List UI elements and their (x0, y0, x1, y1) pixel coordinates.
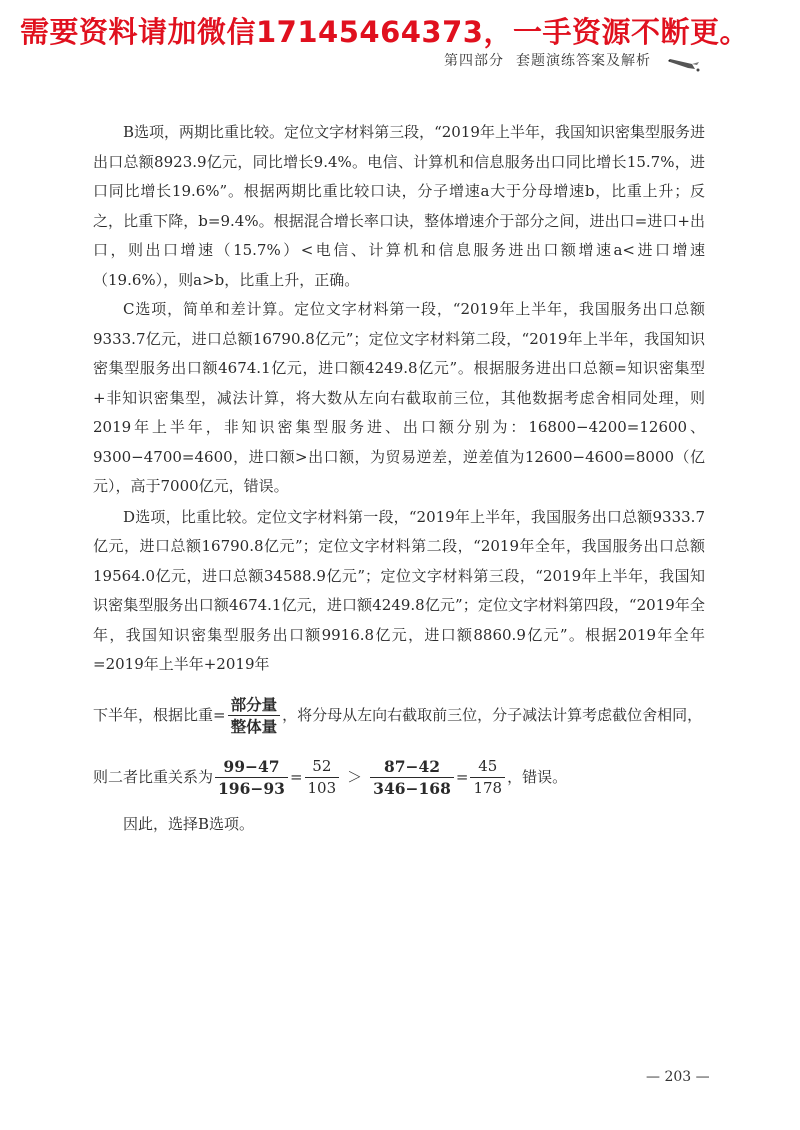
fraction-numerator: 87−42 (370, 757, 454, 778)
header-part: 第四部分 (444, 53, 504, 69)
option-c-analysis: C选项，简单和差计算。定位文字材料第一段，“2019年上半年，我国服务出口总额9333.7亿元，进口总额16790.8亿元”；定位文字材料第二段，“2019年上半年，我国知识密集型服务出口额4674.1亿元，进口额4249.8亿元”。根据服务进出口总额=知识密集型+非知识密集型，减法计算，将大数从左向右截取前三位，其他数据考虑舍相同处理，则2019年上半年，非知识密集型服务进、出口额分别为：16800−4200=12600、9300−4700=4600，进口额>出口额，为贸易逆差，逆差值为12600−4600=8000（亿元），高于7000亿元，错误。 (93, 300, 705, 495)
proportion-formula-line (93, 690, 705, 740)
greater-than-sign: ＞ (347, 767, 363, 786)
comparison-intro-text: 则二者比重关系为 (93, 767, 214, 786)
fraction-first-expr (215, 757, 288, 798)
header-title: 套题演练答案及解析 (516, 53, 651, 69)
formula-intro-text: 下半年，根据比重= (93, 705, 226, 724)
option-d-analysis: D选项，比重比较。定位文字材料第一段，“2019年上半年，我国服务出口总额9333.7亿元，进口总额16790.8亿元”；定位文字材料第二段，“2019年全年，我国服务出口总额19564.0亿元，进口总额34588.9亿元”；定位文字材料第三段，“2019年上半年，我国知识密集型服务出口额4674.1亿元，进口额4249.8亿元”；定位文字材料第四段，“2019年全年，我国知识密集型服务出口额9916.8亿元，进口额8860.9亿元”。根据2019年全年=2019年上半年+2019年 (93, 507, 705, 673)
comparison-result-text: ，错误。 (507, 767, 568, 786)
page-header (444, 50, 651, 70)
fraction-second-expr (370, 757, 454, 798)
page-number: — 203 — (646, 1069, 710, 1085)
fraction-second-value (470, 757, 505, 798)
watermark-banner: 需要资料请加微信17145464373，一手资源不断更。 (20, 15, 749, 49)
fraction-denominator: 346−168 (373, 779, 451, 798)
comparison-formula-line (93, 754, 705, 800)
pencil-icon (668, 50, 702, 72)
formula-followup-text: ，将分母从左向右截取前三位，分子减法计算考虑截位舍相同， (282, 705, 703, 724)
fraction-numerator: 99−47 (215, 757, 288, 778)
proportion-fraction (228, 695, 281, 736)
fraction-denominator: 整体量 (230, 717, 278, 736)
answer-explanation (93, 118, 705, 839)
fraction-denominator: 196−93 (218, 779, 285, 798)
equals-sign: = (455, 767, 469, 786)
fraction-numerator: 52 (305, 757, 340, 778)
fraction-denominator: 178 (473, 779, 503, 797)
fraction-numerator: 部分量 (228, 695, 281, 716)
fraction-denominator: 103 (307, 779, 337, 797)
conclusion-text: 因此，选择B选项。 (123, 814, 255, 833)
option-b-analysis: B选项，两期比重比较。定位文字材料第三段，“2019年上半年，我国知识密集型服务进出口总额8923.9亿元，同比增长9.4%。电信、计算机和信息服务出口同比增长15.7%，进口同比增长19.6%”。根据两期比重比较口诀，分子增速a大于分母增速b，比重上升；反之，比重下降，b=9.4%。根据混合增长率口诀，整体增速介于部分之间，进出口=进口+出口，则出口增速（15.7%）<电信、计算机和信息服务进出口额增速a<进口增速（19.6%），则a>b，比重上升，正确。 (93, 123, 705, 289)
fraction-numerator: 45 (470, 757, 505, 778)
equals-sign: = (289, 767, 303, 786)
fraction-first-value (305, 757, 340, 798)
